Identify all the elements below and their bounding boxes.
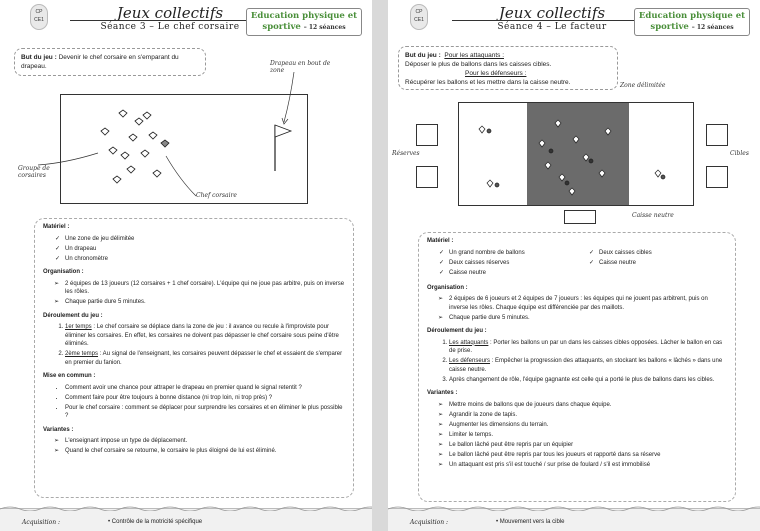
commun-list	[43, 384, 345, 421]
neutral-box	[564, 210, 596, 224]
material-list	[43, 235, 345, 264]
list-item: ✓ Une zone de jeu délimitée	[65, 235, 345, 244]
corsair-icon	[121, 152, 129, 159]
list-item: 3. Après changement de rôle, l'équipe gagnante est celle qui a porté le plus de ballons dans les cibles.	[449, 376, 727, 385]
corsair-icon	[127, 166, 135, 173]
list-item: ➢ Un attaquant est pris s'il est touché / sur prise de foulard / s'il est immobilisé	[449, 461, 727, 470]
subject-badge	[246, 8, 362, 36]
goal-attack-label: Pour les attaquants :	[444, 52, 504, 59]
list-item: 2. 2ème temps : Au signal de l'enseignant, les corsaires peuvent dépasser le chef et essaient de s'emparer en premier du fanion.	[65, 350, 345, 367]
list-item: ➢ 2 équipes de 6 joueurs et 2 équipes de 7 joueurs : les équipes qui ne jouent pas arbitrent, puis on inverse les rôles. Chaque équipe est différenciée par des maillots.	[449, 295, 727, 312]
subject-badge	[634, 8, 750, 36]
player-icon	[555, 120, 561, 127]
game-field	[458, 102, 694, 206]
player-icon	[605, 128, 611, 135]
section-deroulement-title: Déroulement du jeu :	[43, 312, 103, 319]
arrow-icon	[280, 70, 310, 130]
player-icon	[559, 174, 565, 181]
material-list	[577, 249, 727, 268]
section-variantes-title: Variantes :	[43, 426, 74, 433]
list-item: 1. 1er temps : Le chef corsaire se déplace dans la zone de jeu : il avance ou recule à l'improviste pour éliminer les corsaires. En effet, les corsaires ne doivent pas dépasser le chef corsaire sous peine d'être éliminés.	[65, 323, 345, 349]
subject-badge-line1: Education physique et	[638, 11, 746, 21]
corsair-icon	[101, 128, 109, 135]
reserve-box-top	[416, 124, 438, 146]
section-organisation-title: Organisation :	[427, 284, 468, 291]
details-panel	[418, 232, 736, 502]
list-item: ➢ Mettre moins de ballons que de joueurs dans chaque équipe.	[449, 401, 727, 410]
organisation-list	[43, 280, 345, 307]
arrow-icon	[36, 145, 106, 170]
goal-defense-text: Récupérer les ballons et les mettre dans la caisse neutre.	[405, 79, 571, 86]
ball-icon	[589, 159, 593, 163]
note-flag: Drapeau en bout de zone	[270, 60, 331, 74]
material-list	[427, 249, 577, 278]
player-icon	[599, 170, 605, 177]
list-item: ➢ L'enseignant impose un type de déplacement.	[65, 437, 345, 446]
arrow-icon	[160, 150, 200, 200]
section-commun-title: Mise en commun :	[43, 373, 96, 379]
list-item: ➢ Limiter le temps.	[449, 431, 727, 440]
player-icon	[479, 126, 485, 133]
list-item: ➢ Chaque partie dure 5 minutes.	[65, 298, 345, 307]
player-icon	[487, 180, 493, 187]
acquisition-label: Acquisition :	[22, 519, 61, 526]
corsair-icon	[149, 132, 157, 139]
field-drawing	[459, 103, 695, 207]
list-item: ✓ Un grand nombre de ballons	[449, 249, 577, 258]
corsair-icon	[113, 176, 121, 183]
list-item: ➢ Agrandir la zone de tapis.	[449, 411, 727, 420]
footer	[388, 508, 760, 531]
subject-badge-line2: sportive – 12 séances	[650, 22, 734, 32]
player-icon	[545, 162, 551, 169]
list-item: • Pour le chef corsaire : comment se déplacer pour surprendre les corsaires et en éliminer le plus possible ?	[65, 404, 345, 421]
goal-defense-label: Pour les défenseurs :	[465, 70, 527, 77]
goal-text: Devenir le chef corsaire en s'emparant du drapeau.	[21, 54, 179, 70]
organisation-list	[427, 295, 727, 322]
goal-box	[398, 46, 618, 90]
section-material-title: Matériel :	[43, 224, 70, 230]
player-icon	[569, 188, 575, 195]
note-cibles: Cibles	[730, 150, 749, 157]
page-title: Jeux collectifs	[116, 4, 224, 22]
sheet-seance-3	[0, 0, 372, 531]
list-item: ✓ Caisse neutre	[599, 259, 727, 268]
list-item: ✓ Un chronomètre	[65, 255, 345, 264]
page-subtitle: Séance 4 – Le facteur	[497, 22, 607, 32]
ball-icon	[495, 183, 499, 187]
list-item: • Comment faire pour être toujours à bonne distance (ni trop loin, ni trop près) ?	[65, 394, 345, 403]
note-zone: Zone délimitée	[620, 82, 666, 89]
player-icon	[573, 136, 579, 143]
sheet-seance-4	[388, 0, 760, 531]
list-item: ➢ 2 équipes de 13 joueurs (12 corsaires + 1 chef corsaire). L'équipe qui ne joue pas arbitre, puis on inverse les rôles.	[65, 280, 345, 297]
note-group: Groupe de corsaires	[18, 165, 50, 179]
chief-corsair-icon	[161, 140, 169, 147]
ball-icon	[549, 149, 553, 153]
deroulement-list	[427, 339, 727, 385]
list-item: ✓ Deux caisses réserves	[449, 259, 577, 268]
footer	[0, 508, 372, 531]
list-item: ➢ Le ballon lâché peut être repris par un équipier	[449, 441, 727, 450]
list-item: ✓ Caisse neutre	[449, 269, 577, 278]
player-icon	[583, 154, 589, 161]
player-icon	[655, 170, 661, 177]
list-item: ➢ Quand le chef corsaire se retourne, le corsaire le plus éloigné de lui est éliminé.	[65, 447, 345, 456]
list-item: 1. Les attaquants : Porter les ballons un par un dans les caisses cibles opposées. Lâcher le ballon en cas de prise.	[449, 339, 727, 356]
target-box-top	[706, 124, 728, 146]
list-item: ✓ Deux caisses cibles	[599, 249, 727, 258]
section-variantes-title: Variantes :	[427, 390, 458, 396]
goal-attack-text: Déposer le plus de ballons dans les caisses cibles.	[405, 61, 552, 68]
reserve-box-bottom	[416, 166, 438, 188]
list-item: ➢ Le ballon lâché peut être repris par tous les joueurs et rapporté dans sa réserve	[449, 451, 727, 460]
details-panel	[34, 218, 354, 498]
goal-box	[14, 48, 206, 76]
list-item: 2. Les défenseurs : Empêcher la progression des attaquants, en stockant les ballons « lâchés » dans une caisse neutre.	[449, 357, 727, 374]
level-badge: CP CE1	[30, 4, 48, 30]
player-icon	[539, 140, 545, 147]
variantes-list	[427, 401, 727, 470]
title-divider	[70, 20, 270, 21]
section-material-title: Matériel :	[427, 238, 454, 244]
goal-label: But du jeu :	[405, 52, 441, 59]
section-organisation-title: Organisation :	[43, 269, 84, 275]
target-box-bottom	[706, 166, 728, 188]
list-item: ➢ Augmenter les dimensions du terrain.	[449, 421, 727, 430]
subject-badge-line1: Education physique et	[250, 11, 358, 21]
corsair-icon	[119, 110, 127, 117]
corsair-icon	[129, 134, 137, 141]
title-divider	[452, 20, 652, 21]
ball-icon	[565, 181, 569, 185]
corsair-icon	[135, 118, 143, 125]
variantes-list	[43, 437, 345, 456]
list-item: ➢ Chaque partie dure 5 minutes.	[449, 314, 727, 323]
level-badge: CP CE1	[410, 4, 428, 30]
page-subtitle: Séance 3 – Le chef corsaire	[100, 22, 240, 32]
footer-wave	[388, 505, 760, 511]
material-columns	[427, 249, 727, 279]
ball-icon	[487, 129, 491, 133]
goal-label: But du jeu :	[21, 54, 57, 61]
ball-icon	[661, 175, 665, 179]
acquisition-label: Acquisition :	[410, 519, 449, 526]
acquisition-value: • Mouvement vers la cible	[496, 519, 565, 525]
corsair-icon	[143, 112, 151, 119]
note-neutre: Caisse neutre	[632, 212, 674, 219]
acquisition-value: • Contrôle de la motricité spécifique	[108, 519, 203, 525]
corsair-icon	[141, 150, 149, 157]
list-item: ✓ Un drapeau	[65, 245, 345, 254]
corsair-icon	[109, 147, 117, 154]
section-deroulement-title: Déroulement du jeu :	[427, 328, 487, 334]
note-reserves: Réserves	[392, 150, 420, 157]
footer-wave	[0, 505, 372, 511]
note-chief: Chef corsaire	[196, 192, 237, 199]
deroulement-list	[43, 323, 345, 367]
list-item: • Comment avoir une chance pour attraper le drapeau en premier quand le signal retentit ?	[65, 384, 345, 393]
page-title: Jeux collectifs	[498, 4, 606, 22]
subject-badge-line2: sportive – 12 séances	[262, 22, 346, 32]
